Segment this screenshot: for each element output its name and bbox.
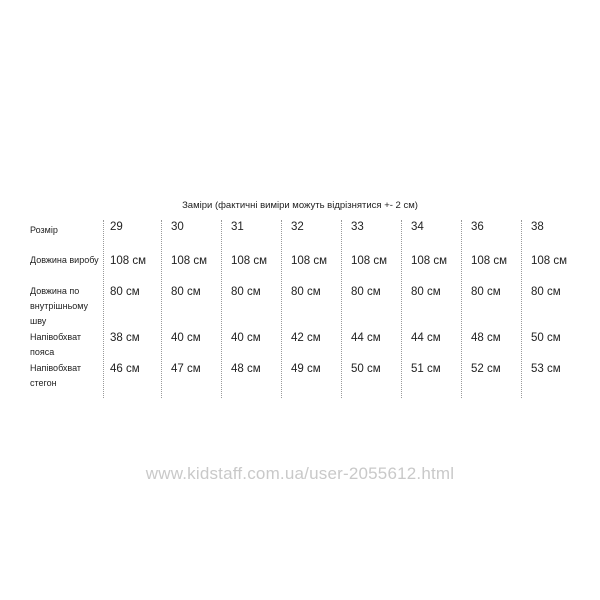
table-cell: 108 см — [351, 255, 388, 267]
table-cell: 80 см — [231, 286, 261, 298]
column-separator — [103, 220, 104, 398]
table-cell: 48 см — [471, 332, 501, 344]
table-cell: 49 см — [291, 363, 321, 375]
table-cell: 32 — [291, 221, 304, 233]
table-cell: 50 см — [531, 332, 561, 344]
column-separator — [521, 220, 522, 398]
table-cell: 50 см — [351, 363, 381, 375]
table-cell: 108 см — [110, 255, 147, 267]
table-cell: 52 см — [471, 363, 501, 375]
row-label: Розмір — [30, 225, 58, 235]
table-cell: 31 — [231, 221, 244, 233]
column-separator — [341, 220, 342, 398]
table-cell: 48 см — [231, 363, 261, 375]
row-label: Довжина виробу — [30, 255, 99, 265]
row-label: Напівобхват стегон — [30, 363, 82, 388]
table-cell: 38 — [531, 221, 544, 233]
table-cell: 30 — [171, 221, 184, 233]
column-separator — [161, 220, 162, 398]
table-cell: 40 см — [171, 332, 201, 344]
table-cell: 34 — [411, 221, 424, 233]
column-separator — [281, 220, 282, 398]
table-cell: 40 см — [231, 332, 261, 344]
table-cell: 33 — [351, 221, 364, 233]
table-cell: 108 см — [531, 255, 568, 267]
table-cell: 44 см — [351, 332, 381, 344]
table-cell: 80 см — [291, 286, 321, 298]
table-cell: 108 см — [231, 255, 268, 267]
table-cell: 42 см — [291, 332, 321, 344]
column-separator — [221, 220, 222, 398]
table-cell: 80 см — [171, 286, 201, 298]
column-separator — [401, 220, 402, 398]
row-label: Довжина по внутрішньому шву — [30, 286, 89, 326]
table-cell: 46 см — [110, 363, 140, 375]
table-cell: 80 см — [411, 286, 441, 298]
table-cell: 80 см — [531, 286, 561, 298]
table-cell: 80 см — [471, 286, 501, 298]
table-cell: 53 см — [531, 363, 561, 375]
table-cell: 51 см — [411, 363, 441, 375]
table-cell: 108 см — [471, 255, 508, 267]
table-cell: 44 см — [411, 332, 441, 344]
watermark: www.kidstaff.com.ua/user-2055612.html — [145, 464, 455, 483]
column-separator — [461, 220, 462, 398]
page-title: Заміри (фактичні виміри можуть відрізнятися +- 2 см) — [182, 200, 418, 211]
table-cell: 80 см — [110, 286, 140, 298]
table-cell: 36 — [471, 221, 484, 233]
table-cell: 80 см — [351, 286, 381, 298]
table-cell: 108 см — [411, 255, 448, 267]
table-cell: 108 см — [171, 255, 208, 267]
row-label: Напівобхват пояса — [30, 332, 82, 357]
table-cell: 29 — [110, 221, 123, 233]
table-cell: 38 см — [110, 332, 140, 344]
table-cell: 47 см — [171, 363, 201, 375]
table-cell: 108 см — [291, 255, 328, 267]
